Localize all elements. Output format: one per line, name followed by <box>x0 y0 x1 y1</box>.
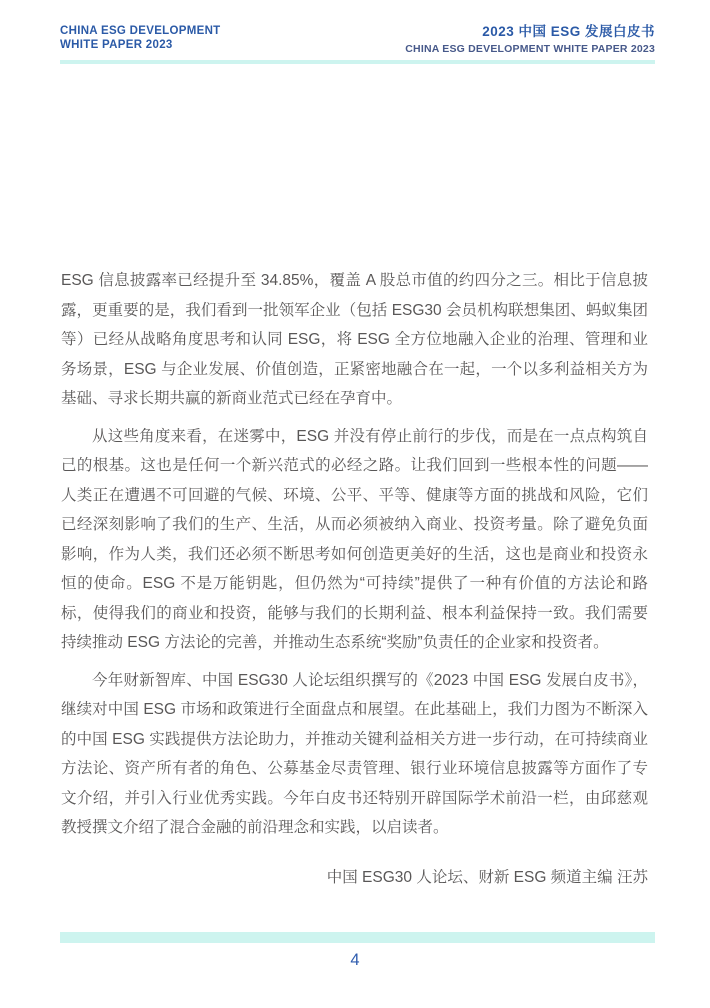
attribution-line: 中国 ESG30 人论坛、财新 ESG 频道主编 汪苏 <box>326 868 648 886</box>
body-paragraph: 从这些角度来看，在迷雾中，ESG 并没有停止前行的步伐，而是在一点点构筑自己的根基。这也是任何一个新兴范式的必经之路。让我们回到一些根本性的问题——人类正在遭遇不可回避的气候、环境、公平、平等、健康等方面的挑战和风险，它们已经深刻影响了我们的生产、生活，从而必须被纳入商业、投资考量。除了避免负面影响，作为人类，我们还必须不断思考如何创造更美好的生活，这也是商业和投资永恒的使命。ESG 不是万能钥匙，但仍然为“可持续”提供了一种有价值的方法论和路标，使得我们的商业和投资，能够与我们的长期利益、根本利益保持一致。我们需要持续推动 ESG 方法论的完善，并推动生态系统“奖励”负责任的企业家和投资者。 <box>61 427 648 651</box>
header-right-subtitle-en: CHINA ESG DEVELOPMENT WHITE PAPER 2023 <box>405 43 655 55</box>
page-number: 4 <box>350 951 360 969</box>
body-paragraph: 今年财新智库、中国 ESG30 人论坛组织撰写的《2023 中国 ESG 发展白皮书》，继续对中国 ESG 市场和政策进行全面盘点和展望。在此基础上，我们力图为不断深入的中国 ESG 实践提供方法论助力，并推动关键利益相关方进一步行动，在可持续商业方法论、资产所有者的角色、公募基金尽责管理、银行业环境信息披露等方面作了专文介绍，并引入行业优秀实践。今年白皮书还特别开辟国际学术前沿一栏，由邱慈观教授撰文介绍了混合金融的前沿理念和实践，以启读者。 <box>61 671 648 836</box>
header-left-title-line1: CHINA ESG DEVELOPMENT <box>60 25 221 37</box>
body-paragraph: ESG 信息披露率已经提升至 34.85%，覆盖 A 股总市值的约四分之三。相比于信息披露，更重要的是，我们看到一批领军企业（包括 ESG30 会员机构联想集团、蚂蚁集团等）已经从战略角度思考和认同 ESG，将 ESG 全方位地融入企业的治理、管理和业务场景，ESG 与企业发展、价值创造，正紧密地融合在一起，一个以多利益相关方为基础、寻求长期共赢的新商业范式已经在孕育中。 <box>61 272 648 407</box>
body-text-block <box>61 266 648 900</box>
header-right-title <box>405 24 655 56</box>
footer-divider-bar <box>60 932 655 943</box>
header-left-title <box>60 24 221 52</box>
header-divider-bar <box>60 60 655 64</box>
header-left-title-line2: WHITE PAPER 2023 <box>60 39 173 51</box>
header-right-title-zh: 2023 中国 ESG 发展白皮书 <box>482 24 655 39</box>
